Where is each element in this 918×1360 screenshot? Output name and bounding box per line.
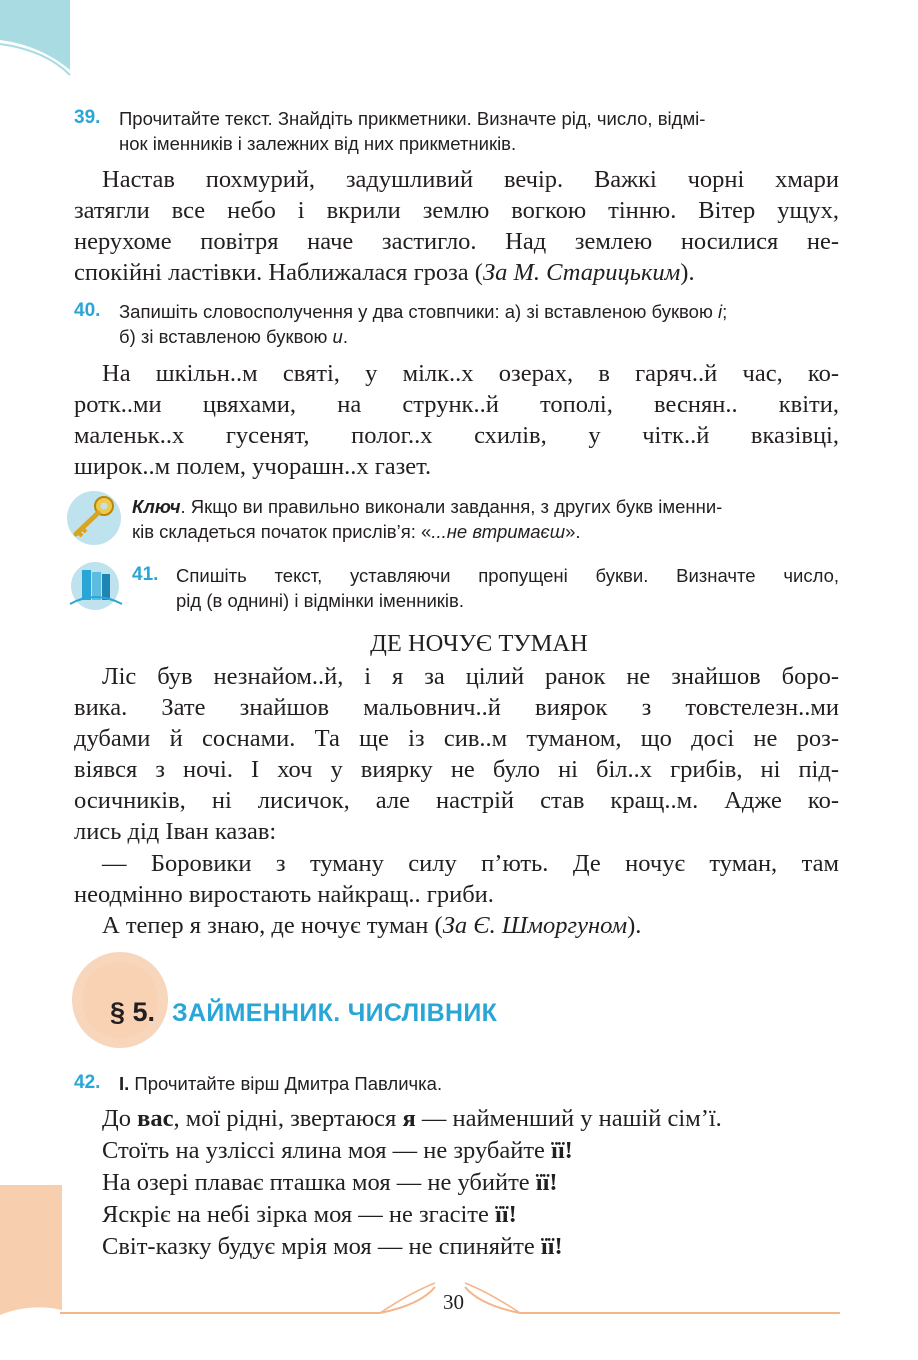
text-line: лись дід Іван казав: [74, 818, 277, 845]
key-note: ків складеться початок прислів’я: «...не втримаєш». [132, 521, 581, 542]
task-instruction: Запишіть словосполучення у два стовпчики: а) зі вставленою буквою і; [119, 301, 728, 322]
poem-line: На озері плаває пташка моя — не убийте її! [102, 1169, 558, 1196]
text-line: Ліс був незнайом..й, і я за цілий ранок не знайшов боро- [102, 663, 839, 690]
task-instruction: нок іменників і залежних від них прикметників. [119, 133, 517, 154]
books-icon [64, 560, 126, 612]
exercise-number: 39. [74, 107, 101, 128]
text-line: вика. Зате знайшов мальовнич..й виярок з товстелезн..ми [74, 694, 839, 721]
text-line: неодмінно виростають найкращ.. гриби. [74, 881, 494, 908]
text-line: осичників, ні лисичок, але настрій став кращ..м. Адже ко- [74, 787, 839, 814]
text-line: — Боровики з туману силу п’ють. Де ночує туман, там [102, 850, 839, 877]
exercise-number: 41. [132, 564, 159, 585]
section-number: § 5. [110, 997, 156, 1027]
text-line: маленьк..х гусенят, полог..х схилів, у чітк..й вказівці, [74, 422, 839, 449]
text-line: віявся з ночі. І хоч у виярку не було ні біл..х грибів, ні під- [74, 756, 839, 783]
text-line: Настав похмурий, задушливий вечір. Важкі чорні хмари [102, 166, 839, 193]
section-title: ЗАЙМЕННИК. ЧИСЛІВНИК [172, 999, 498, 1027]
exercise-number: 40. [74, 300, 101, 321]
key-note: Ключ. Якщо ви правильно виконали завдання, з других букв іменни- [132, 496, 723, 517]
task-instruction: І. Прочитайте вірш Дмитра Павличка. [119, 1073, 443, 1094]
exercise-number: 42. [74, 1072, 101, 1093]
corner-decoration-top [0, 0, 80, 100]
page-number: 30 [443, 1290, 464, 1314]
task-instruction: б) зі вставленою буквою и. [119, 326, 348, 347]
text-line: широк..м полем, учорашн..х газет. [74, 453, 432, 480]
source-attribution: За Є. Шморгуном [442, 912, 628, 939]
text-line: нерухоме повітря наче застигло. Над землею носилися не- [74, 228, 839, 255]
task-instruction: Спишіть текст, уставляючи пропущені букви. Визначте число, [176, 565, 839, 586]
poem-line: Світ-казку будує мрія моя — не спиняйте її! [102, 1233, 563, 1260]
poem-line: До вас, мої рідні, звертаюся я — найменший у нашій сім’ї. [102, 1105, 722, 1132]
task-instruction: Прочитайте текст. Знайдіть прикметники. Визначте рід, число, відмі- [119, 108, 706, 129]
text-line: затягли все небо і вкрили землю вогкою тінню. Вітер ущух, [74, 197, 839, 224]
text-line: спокійні ластівки. Наближалася гроза (За М. Старицьким). [74, 259, 695, 286]
text-line: ротк..ми цвяхами, на струнк..й тополі, веснян.. квіти, [74, 391, 839, 418]
text-title: ДЕ НОЧУЄ ТУМАН [370, 630, 588, 657]
text-line: На шкільн..м святі, у мілк..х озерах, в гаряч..й час, ко- [102, 360, 839, 387]
text-line: дубами й соснами. Та ще із сив..м туманом, що досі не роз- [74, 725, 839, 752]
source-attribution: За М. Старицьким [482, 259, 681, 286]
poem-line: Яскріє на небі зірка моя — не згасіте її! [102, 1201, 517, 1228]
key-icon [64, 488, 126, 548]
poem-line: Стоїть на узліссі ялина моя — не зрубайте її! [102, 1137, 573, 1164]
key-label: Ключ [132, 496, 181, 517]
task-instruction: рід (в однині) і відмінки іменників. [176, 590, 464, 611]
text-line: А тепер я знаю, де ночує туман (За Є. Шморгуном). [102, 912, 642, 939]
